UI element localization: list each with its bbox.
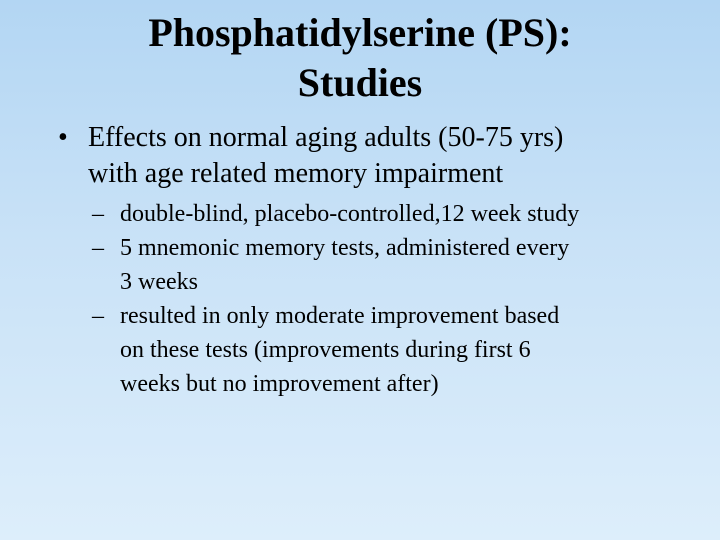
sub-bullet-list [58,197,698,401]
sub-bullet-text-line: resulted in only moderate improvement based [120,303,560,329]
dash-marker: – [92,201,104,227]
bullet-text-line-1: Effects on normal aging adults (50-75 yrs) [88,122,564,153]
sub-bullet-item [58,231,698,299]
slide-title [60,8,660,108]
slide-title-line-1: Phosphatidylserine (PS): [148,10,572,55]
slide-body [58,120,698,401]
slide-title-line-2: Studies [297,60,423,105]
sub-bullet-text-line: weeks but no improvement after) [120,371,439,397]
sub-bullet-text-line: on these tests (improvements during first 6 [120,337,531,363]
dash-marker: – [92,235,104,261]
bullet-text-line-2: with age related memory impairment [88,158,504,189]
sub-bullet-item [58,197,698,231]
bullet-item [58,120,698,192]
bullet-marker: • [58,122,68,153]
sub-bullet-text-line: 5 mnemonic memory tests, administered every [120,235,570,261]
sub-bullet-text-line: 3 weeks [120,269,198,295]
sub-bullet-text-line: double-blind, placebo-controlled,12 week study [120,201,580,227]
sub-bullet-item [58,299,698,401]
dash-marker: – [92,303,104,329]
